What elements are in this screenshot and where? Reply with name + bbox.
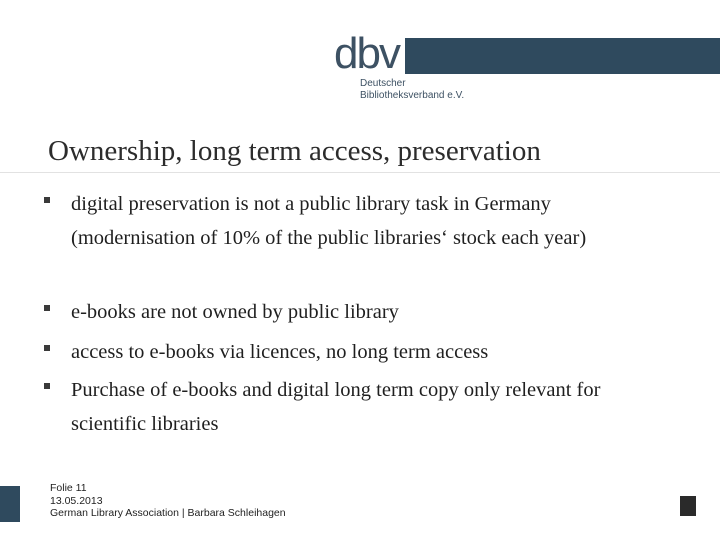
footer-date: 13.05.2013: [50, 494, 103, 507]
title-divider: [0, 172, 720, 173]
dbv-logo: dbv: [334, 30, 405, 78]
footer: [50, 482, 286, 520]
footer-credit: German Library Association | Barbara Schleihagen: [50, 507, 286, 519]
logo-subtitle-line2: Bibliotheksverband e.V.: [360, 90, 465, 101]
logo-subtitle: [360, 78, 464, 102]
bullet-text: digital preservation is not a public library task in Germany (modernisation of 10% of the public libraries‘ stock each year): [71, 193, 587, 249]
slide-title: Ownership, long term access, preservation: [48, 135, 541, 167]
bullet-square-icon: [44, 305, 50, 311]
corner-accent-left: [0, 486, 20, 522]
corner-accent-right: [680, 496, 696, 516]
slide-number: Folie 11: [50, 482, 87, 494]
logo-subtitle-line1: Deutscher: [360, 78, 406, 89]
bullet-text: Purchase of e-books and digital long term copy only relevant for scientific libraries: [71, 379, 601, 435]
bullet-text: e-books are not owned by public library: [71, 301, 399, 323]
bullet-square-icon: [44, 197, 50, 203]
bullet-text: access to e-books via licences, no long term access: [71, 341, 489, 363]
bullet-square-icon: [44, 383, 50, 389]
bullet-square-icon: [44, 345, 50, 351]
